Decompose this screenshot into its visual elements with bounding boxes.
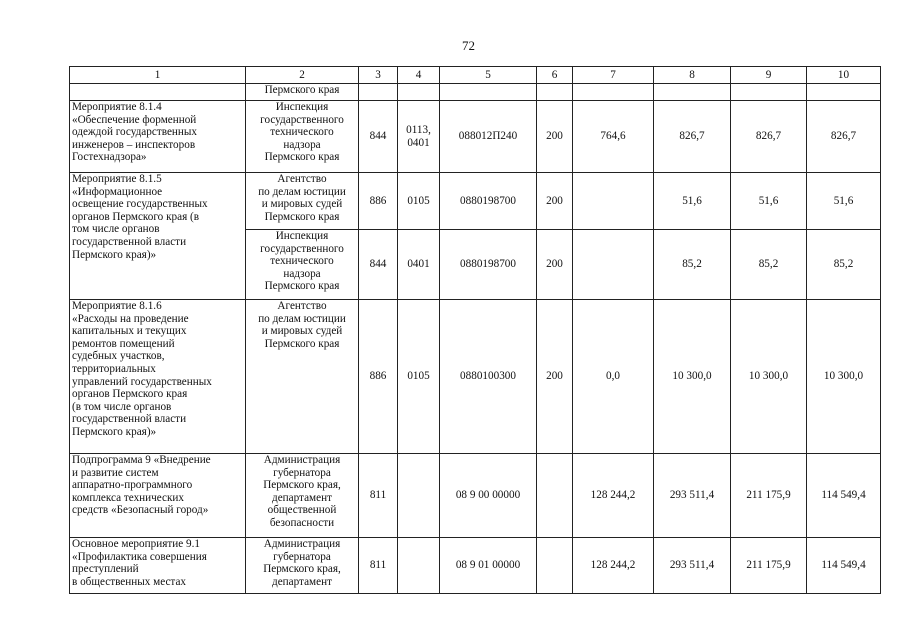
table-cell: 08 9 01 00000	[440, 538, 537, 594]
table-row	[70, 538, 881, 594]
table-cell	[359, 84, 398, 101]
table-cell: 826,7	[807, 101, 881, 173]
activity-name-cell: Мероприятие 8.1.4 «Обеспечение форменной одеждой государственных инженеров – инспекторов Гостехнадзора»	[70, 101, 246, 173]
table-cell: 0880100300	[440, 300, 537, 454]
table-cell: 811	[359, 538, 398, 594]
executor-cell: Администрация губернатора Пермского края, департамент общественной безопасности	[246, 454, 359, 538]
table-cell	[537, 84, 573, 101]
table-cell: 85,2	[807, 230, 881, 300]
table-cell: 51,6	[731, 173, 807, 230]
table-cell	[807, 84, 881, 101]
table-cell: 10 300,0	[654, 300, 731, 454]
table-cell: 0,0	[573, 300, 654, 454]
header-row	[70, 67, 881, 84]
table-cell	[537, 454, 573, 538]
table-cell: 08 9 00 00000	[440, 454, 537, 538]
activity-name-cell: Мероприятие 8.1.5 «Информационное освещение государственных органов Пермского края (в том числе органов государственной власти Пермского края)»	[70, 173, 246, 300]
table-cell: 844	[359, 230, 398, 300]
table-cell: 844	[359, 101, 398, 173]
table-cell: 0401	[398, 230, 440, 300]
table-cell: 51,6	[807, 173, 881, 230]
table-cell: 293 511,4	[654, 538, 731, 594]
table-cell: 0880198700	[440, 173, 537, 230]
table-cell: 200	[537, 101, 573, 173]
executor-cell: Агентство по делам юстиции и мировых судей Пермского края	[246, 173, 359, 230]
table-cell: 211 175,9	[731, 538, 807, 594]
table-cell	[398, 454, 440, 538]
table-cell: 886	[359, 173, 398, 230]
table-cell: 764,6	[573, 101, 654, 173]
table-cell: 114 549,4	[807, 454, 881, 538]
table-cell: 826,7	[731, 101, 807, 173]
table-cell: 0105	[398, 300, 440, 454]
executor-cell: Агентство по делам юстиции и мировых судей Пермского края	[246, 300, 359, 454]
page-number: 72	[462, 38, 475, 53]
table-row	[70, 173, 881, 230]
table-cell: 128 244,2	[573, 454, 654, 538]
executor-cell: Инспекция государственного технического надзора Пермского края	[246, 101, 359, 173]
table-cell: 200	[537, 173, 573, 230]
table-cell: 886	[359, 300, 398, 454]
table-cell: 10 300,0	[807, 300, 881, 454]
table-cell: 088012П240	[440, 101, 537, 173]
table-cell	[398, 84, 440, 101]
table-cell: 0113, 0401	[398, 101, 440, 173]
activity-name-cell: Основное мероприятие 9.1 «Профилактика совершения преступлений в общественных местах	[70, 538, 246, 594]
table-cell	[537, 538, 573, 594]
budget-table	[69, 66, 881, 594]
column-header: 3	[359, 67, 398, 84]
table-cell	[573, 84, 654, 101]
column-header: 5	[440, 67, 537, 84]
executor-cell: Администрация губернатора Пермского края, департамент	[246, 538, 359, 594]
table-row	[70, 101, 881, 173]
column-header: 1	[70, 67, 246, 84]
table-cell: 85,2	[731, 230, 807, 300]
table-cell	[573, 230, 654, 300]
table-cell	[654, 84, 731, 101]
column-header: 4	[398, 67, 440, 84]
table-cell	[731, 84, 807, 101]
table-cell	[573, 173, 654, 230]
table-cell: 0105	[398, 173, 440, 230]
table-cell	[70, 84, 246, 101]
table-cell: 85,2	[654, 230, 731, 300]
column-header: 6	[537, 67, 573, 84]
table-row	[70, 84, 881, 101]
table-cell: 51,6	[654, 173, 731, 230]
table-cell	[440, 84, 537, 101]
table-cell: 200	[537, 230, 573, 300]
column-header: 8	[654, 67, 731, 84]
table-cell: 200	[537, 300, 573, 454]
table-cell: 10 300,0	[731, 300, 807, 454]
table-cell: 811	[359, 454, 398, 538]
table-cell: 0880198700	[440, 230, 537, 300]
table-cell: 293 511,4	[654, 454, 731, 538]
executor-cell: Инспекция государственного технического надзора Пермского края	[246, 230, 359, 300]
column-header: 9	[731, 67, 807, 84]
executor-cell: Пермского края	[246, 84, 359, 101]
table-cell	[398, 538, 440, 594]
table-cell: 211 175,9	[731, 454, 807, 538]
table-cell: 114 549,4	[807, 538, 881, 594]
column-header: 10	[807, 67, 881, 84]
table-row	[70, 454, 881, 538]
activity-name-cell: Мероприятие 8.1.6 «Расходы на проведение капитальных и текущих ремонтов помещений судебных участков, территориальных управлений государственных органов Пермского края (в том числе органов государственной власти Пермского края)»	[70, 300, 246, 454]
column-header: 7	[573, 67, 654, 84]
table-row	[70, 300, 881, 454]
subprogram-name-cell: Подпрограмма 9 «Внедрение и развитие систем аппаратно-программного комплекса технических средств «Безопасный город»	[70, 454, 246, 538]
table-cell: 826,7	[654, 101, 731, 173]
table-cell: 128 244,2	[573, 538, 654, 594]
column-header: 2	[246, 67, 359, 84]
